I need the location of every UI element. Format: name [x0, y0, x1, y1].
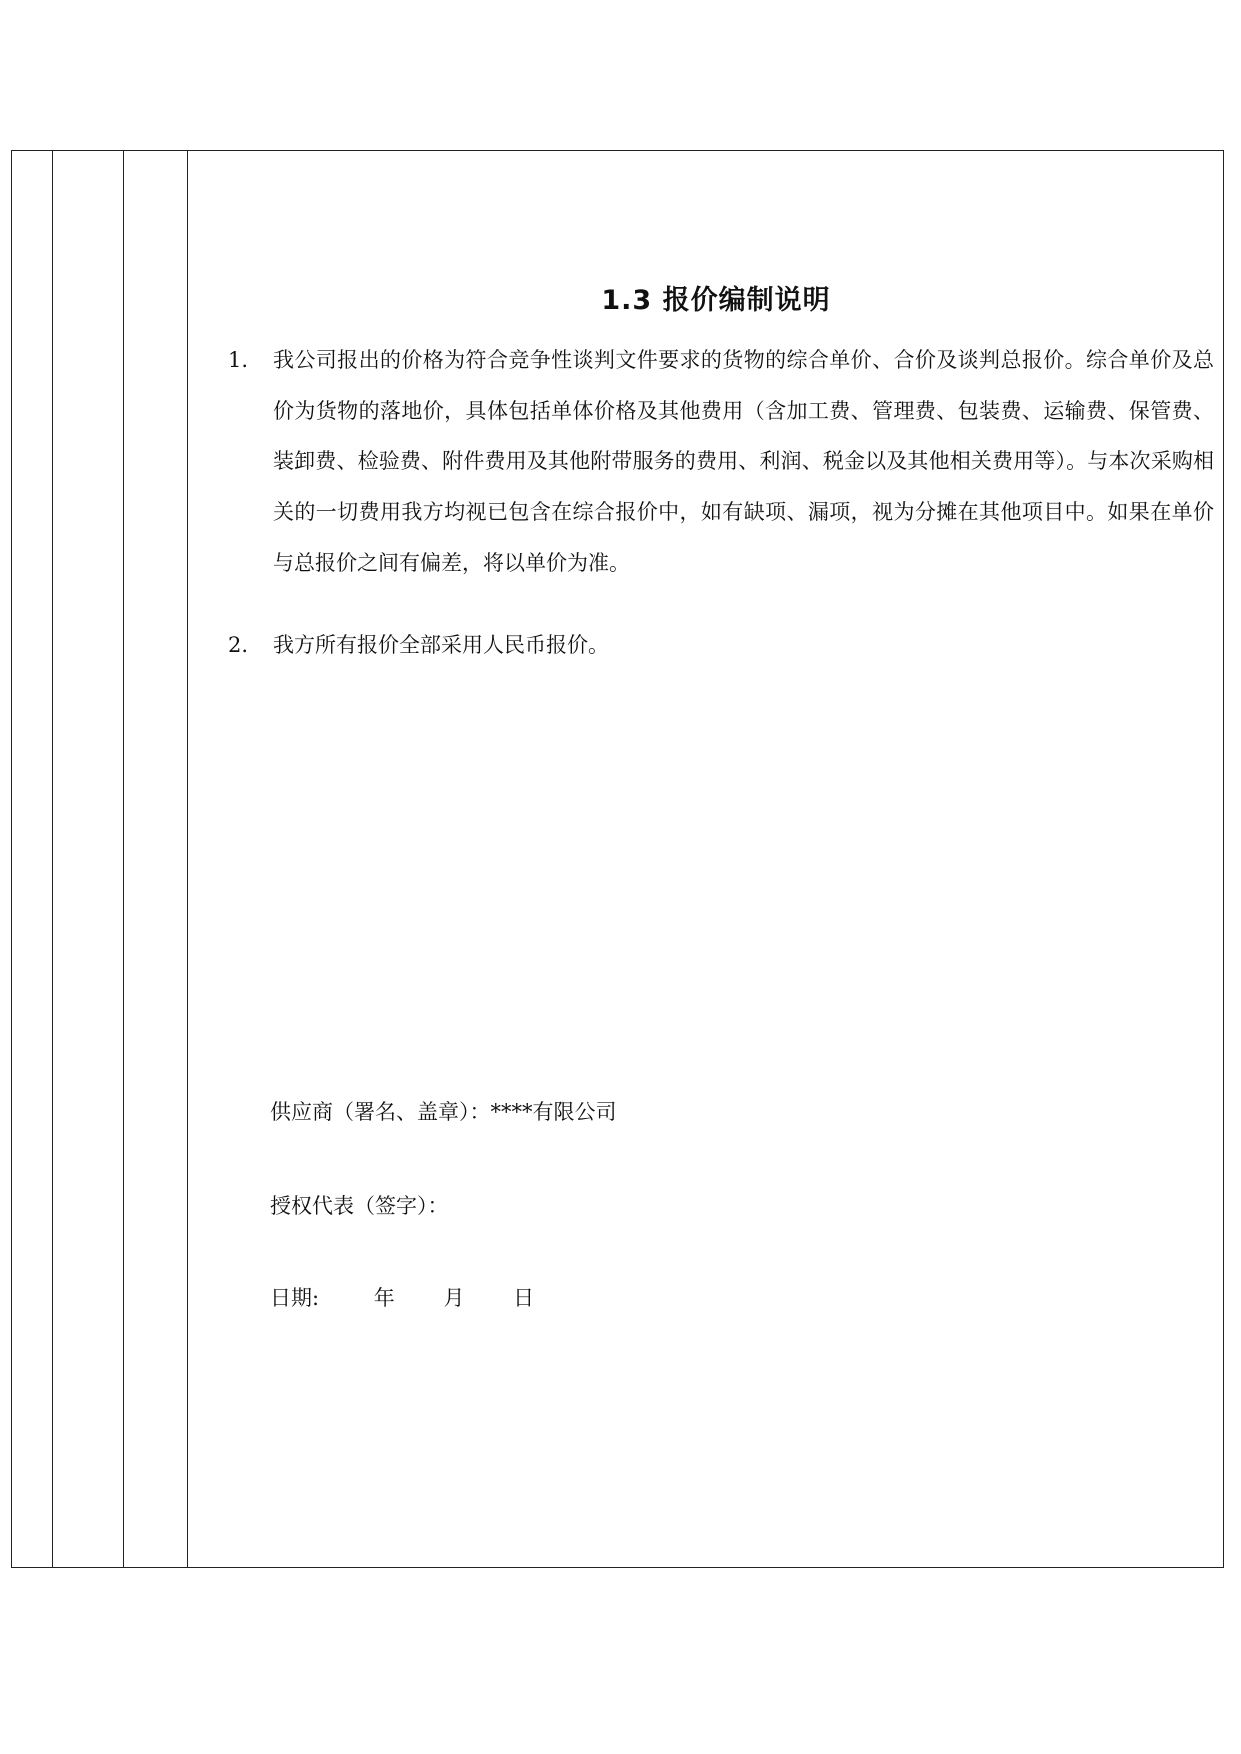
- list-item-number: 2.: [228, 633, 249, 657]
- list-item-number: 1.: [228, 348, 249, 372]
- supplier-signature-line: 供应商（署名、盖章）：****有限公司: [270, 1100, 617, 1124]
- representative-signature-line: 授权代表（签字）：: [270, 1194, 449, 1218]
- section-title: 1.3 报价编制说明: [601, 285, 831, 316]
- list-item-text: 我方所有报价全部采用人民币报价。: [273, 633, 609, 657]
- document-content-cell: [208, 150, 1224, 1568]
- date-line: [270, 1283, 534, 1313]
- date-label: 日期:: [270, 1286, 320, 1310]
- date-month: 月: [443, 1286, 465, 1310]
- column-divider-3: [187, 151, 188, 1567]
- list-item-text: 我公司报出的价格为符合竞争性谈判文件要求的货物的综合单价、合价及谈判总报价。综合单价及总价为货物的落地价，具体包括单体价格及其他费用（含加工费、管理费、包装费、运输费、保管费、装卸费、检验费、附件费用及其他附带服务的费用、利润、税金以及其他相关费用等）。与本次采购相关的一切费用我方均视已包含在综合报价中，如有缺项、漏项，视为分摊在其他项目中。如果在单价与总报价之间有偏差，将以单价为准。: [273, 348, 1214, 575]
- date-year: 年: [373, 1286, 395, 1310]
- column-divider-2: [123, 151, 124, 1567]
- date-day: 日: [513, 1286, 535, 1310]
- list-item: [218, 335, 1214, 589]
- list-item: [218, 620, 1214, 671]
- column-divider-1: [52, 151, 53, 1567]
